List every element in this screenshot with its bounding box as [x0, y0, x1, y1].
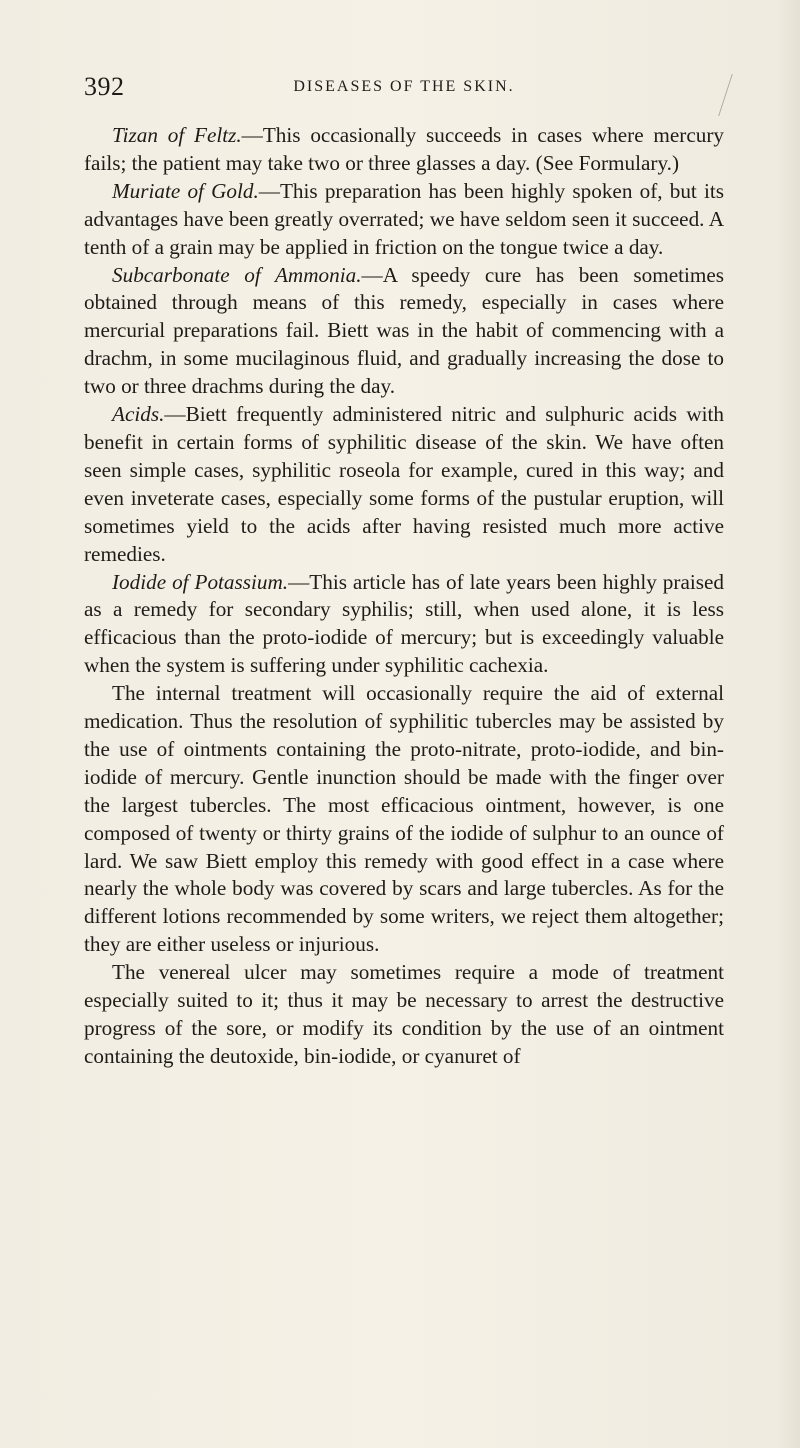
page-edge-shadow — [778, 0, 800, 1448]
paragraph-venereal-ulcer — [84, 959, 724, 1071]
running-head: DISEASES OF THE SKIN. — [293, 78, 515, 95]
paragraph-subcarbonate-of-ammonia — [84, 262, 724, 402]
page-number: 392 — [84, 72, 125, 101]
paragraph-muriate-of-gold — [84, 178, 724, 262]
page-header — [84, 72, 724, 102]
paragraph-acids — [84, 401, 724, 568]
paragraph-lead: Iodide of Potassium. — [112, 569, 289, 594]
paragraph-text: —A speedy cure has been sometimes obtained through means of this remedy, especially in cases where mercurial preparations fail. Biett was in the habit of commencing with a drachm, in some mucilaginous fluid, and gradually increasing the dose to two or three drachms during the day. — [84, 262, 725, 399]
paragraph-lead: Tizan of Feltz. — [112, 123, 242, 147]
paragraph-lead: Subcarbonate of Ammonia. — [112, 262, 362, 287]
paragraph-text: —This occasionally succeeds in cases where mercury fails; the patient may take two or three glasses a day. (See Formulary.) — [84, 123, 725, 175]
paragraph-lead: Acids. — [112, 402, 165, 427]
paragraph-text: —Biett frequently administered nitric and sulphuric acids with benefit in certain forms of syphilitic disease of the skin. We have often seen simple cases, syphilitic roseola for example, cured in this way; and even inveterate cases, especially some forms of the pustular eruption, will sometimes yield to the acids after having resisted much more active remedies. — [84, 402, 724, 566]
paragraph-text: —This article has of late years been highly praised as a remedy for secondary syphilis; still, when used alone, it is less efficacious than the proto-iodide of mercury; but is exceedingly valuable when the system is suffering under syphilitic cachexia. — [84, 569, 724, 678]
body-text — [84, 122, 724, 1071]
paragraph-text: —This preparation has been highly spoken of, but its advantages have been greatly overrated; we have seldom seen it succeed. A tenth of a grain may be applied in friction on the tongue twice a day. — [84, 178, 724, 259]
paragraph-lead: Muriate of Gold. — [112, 178, 259, 203]
paragraph-text: The venereal ulcer may sometimes require a mode of treatment especially suited to it; thus it may be necessary to arrest the destructive progress of the sore, or modify its condition by the use of an ointment containing the deutoxide, bin-iodide, or cyanuret of — [84, 960, 724, 1068]
paragraph-internal-treatment — [84, 680, 724, 959]
paragraph-text: The internal treatment will occasionally require the aid of external medication. Thus the resolution of syphilitic tubercles may be assisted by the use of ointments containing the proto-nitrate, proto-iodide, and bin-iodide of mercury. Gentle inunction should be made with the finger over the largest tubercles. The most efficacious ointment, however, is one composed of twenty or thirty grains of the iodide of sulphur to an ounce of lard. We saw Biett employ this remedy with good effect in a case where nearly the whole body was covered by scars and large tubercles. As for the different lotions recommended by some writers, we reject them altogether; they are either useless or injurious. — [84, 681, 724, 957]
paragraph-iodide-of-potassium — [84, 569, 724, 681]
paragraph-tizan-of-feltz — [84, 122, 724, 178]
